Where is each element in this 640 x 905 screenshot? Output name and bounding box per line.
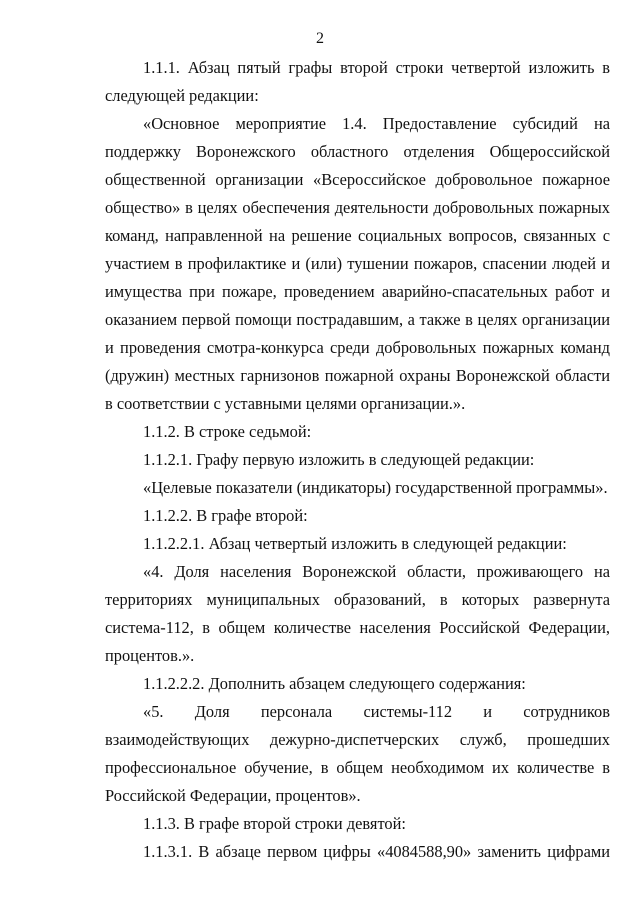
paragraph-indicator-4: «4. Доля населения Воронежской области, проживающего на территориях муниципальных образований, в которых развернута система-112, в общем количестве населения Российской Федерации, процентов.». bbox=[105, 562, 610, 665]
page-number: 2 bbox=[316, 30, 324, 47]
paragraph-1-1-1: 1.1.1. Абзац пятый графы второй строки четвертой изложить в следующей редакции: bbox=[105, 58, 610, 105]
paragraph-1-1-2-2: 1.1.2.2. В графе второй: bbox=[143, 506, 308, 525]
document-body bbox=[105, 54, 610, 866]
paragraph-1-1-3-1: 1.1.3.1. В абзаце первом цифры «4084588,90» заменить цифрами bbox=[143, 842, 610, 861]
paragraph-1-1-2-1: 1.1.2.1. Графу первую изложить в следующей редакции: bbox=[143, 450, 535, 469]
paragraph-1-1-2-2-2: 1.1.2.2.2. Дополнить абзацем следующего содержания: bbox=[143, 674, 526, 693]
paragraph-target-indicators: «Целевые показатели (индикаторы) государственной программы». bbox=[143, 478, 608, 497]
paragraph-main-event-1-4: «Основное мероприятие 1.4. Предоставление субсидий на поддержку Воронежского областного отделения Общероссийской общественной организации «Всероссийское добровольное пожарное общество» в целях обеспечения деятельности добровольных пожарных команд, направленной на решение социальных вопросов, связанных с участием в профилактике и (или) тушении пожаров, спасении людей и имущества при пожаре, проведением аварийно-спасательных работ и оказанием первой помощи пострадавшим, а также в целях организации и проведения смотра-конкурса среди добровольных пожарных команд (дружин) местных гарнизонов пожарной охраны Воронежской области в соответствии с уставными целями организации.». bbox=[105, 114, 610, 413]
paragraph-1-1-2-2-1: 1.1.2.2.1. Абзац четвертый изложить в следующей редакции: bbox=[143, 534, 567, 553]
paragraph-1-1-3: 1.1.3. В графе второй строки девятой: bbox=[143, 814, 406, 833]
paragraph-1-1-2: 1.1.2. В строке седьмой: bbox=[143, 422, 312, 441]
paragraph-indicator-5: «5. Доля персонала системы-112 и сотрудников взаимодействующих дежурно-диспетчерских служб, прошедших профессиональное обучение, в общем необходимом их количестве в Российской Федерации, процентов». bbox=[105, 702, 610, 805]
